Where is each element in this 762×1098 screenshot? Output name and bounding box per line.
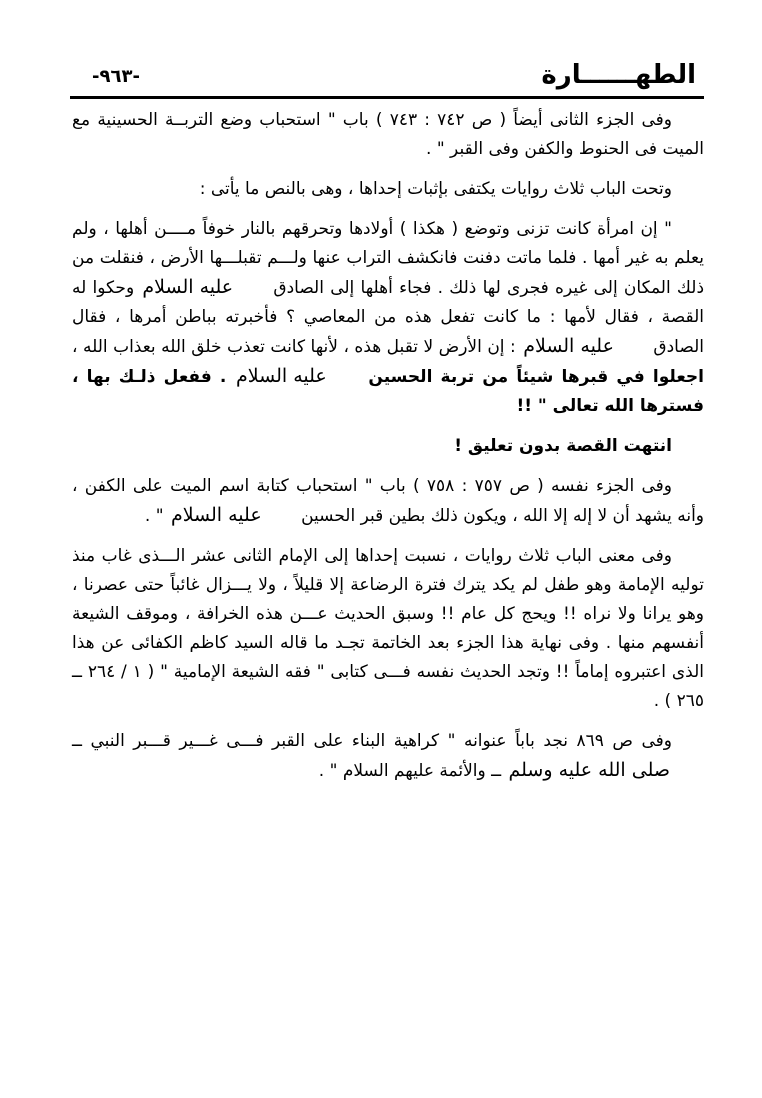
paragraph-2: وتحت الباب ثلاث روايات يكتفى بإثبات إحداها ، وهى بالنص ما يأتى :: [199, 179, 672, 199]
quote-part-a: " إن امرأة كانت تزنى وتوضع ( هكذا ) أولادها وتحرقهم بالنار خوفاً مــــن أهلها ، ولم يعلم به غير أمها . فلما ماتت دفنت فانكشف التراب عنها ولـــم تقبلـــها الأرض ، فنقلت من ذلك المكان إلى غيره فجرى لها ذلك . فجاء أهلها إلى الصادق: [72, 219, 705, 298]
paragraph-7: [72, 727, 704, 786]
quote-part-c: : إن الأرض لا تقبل هذه ، لأنها كانت تعذب خلق الله بعذاب الله ،: [72, 337, 516, 357]
paragraph-5-end: " .: [144, 506, 164, 526]
quote-part-b: وحكوا له القصة ، فقال لأمها : ما كانت تفعل هذه من المعاصي ؟ فأخبرته بباطن أمرها ، فقال الصادق: [72, 278, 705, 357]
paragraph-7-end: ــ والأئمة عليهم السلام " .: [318, 761, 502, 781]
header-rule: [70, 96, 704, 99]
paragraph-3: [72, 215, 704, 421]
page-header: [72, 58, 702, 98]
paragraph-1: وفى الجزء الثانى أيضاً ( ص ٧٤٢ : ٧٤٣ ) باب " استحباب وضع التربــة الحسينية مع الميت فى الحنوط والكفن وفى القبر " .: [72, 110, 704, 159]
paragraph-7-text: وفى ص ٨٦٩ نجد باباً عنوانه " كراهية البناء على القبر فـــى غـــير قـــبر النبي ــ: [72, 731, 672, 751]
page-body: [72, 106, 704, 797]
honorific-glyph: عليه السلام: [236, 365, 327, 387]
paragraph-5-text: وفى الجزء نفسه ( ص ٧٥٧ : ٧٥٨ ) باب " استحباب كتابة اسم الميت على الكفن ، وأنه يشهد أن لا إله إلا الله ، ويكون ذلك بطين قبر الحسين: [72, 476, 704, 526]
running-title: الطهــــــارة: [541, 60, 696, 90]
paragraph-5: [72, 472, 704, 531]
story-end-heading: انتهت القصة بدون تعليق !: [454, 436, 672, 456]
paragraph-6: وفى معنى الباب ثلاث روايات ، نسبت إحداها إلى الإمام الثانى عشر الـــذى غاب منذ توليه الإمامة وهو طفل لم يكد يترك فترة الرضاعة إلا قليلاً ، ولا يـــزال غائباً حتى عصرنا ، وهو يرانا ولا نراه !! ويحج كل عام !! وسبق الحديث عـــن هذه الخرافة ، وموقف الشيعة أنفسهم منها . وفى نهاية هذا الجزء بعد الخاتمة تجـد ما قاله السيد كاظم الكفائى عن هذا الذى اعتبروه إماماً !! وتجد الحديث نفسه فـــى كتابى " فقه الشيعة الإمامية " ( ١ / ٢٦٤ ــ ٢٦٥ ) .: [72, 546, 704, 711]
quote-part-d: اجعلوا في قبرها شيئاً من تربة الحسين: [368, 367, 704, 387]
quote-part-e: . ففعل ذلـك بها ، فسترها الله تعالى " !!: [72, 367, 704, 416]
honorific-glyph: عليه السلام: [523, 335, 614, 357]
honorific-glyph: عليه السلام: [142, 276, 234, 298]
page-number: -٩٦٣-: [92, 66, 140, 87]
prophet-honorific-glyph: صلى الله عليه وسلم: [508, 759, 670, 781]
honorific-glyph: عليه السلام: [170, 504, 262, 526]
